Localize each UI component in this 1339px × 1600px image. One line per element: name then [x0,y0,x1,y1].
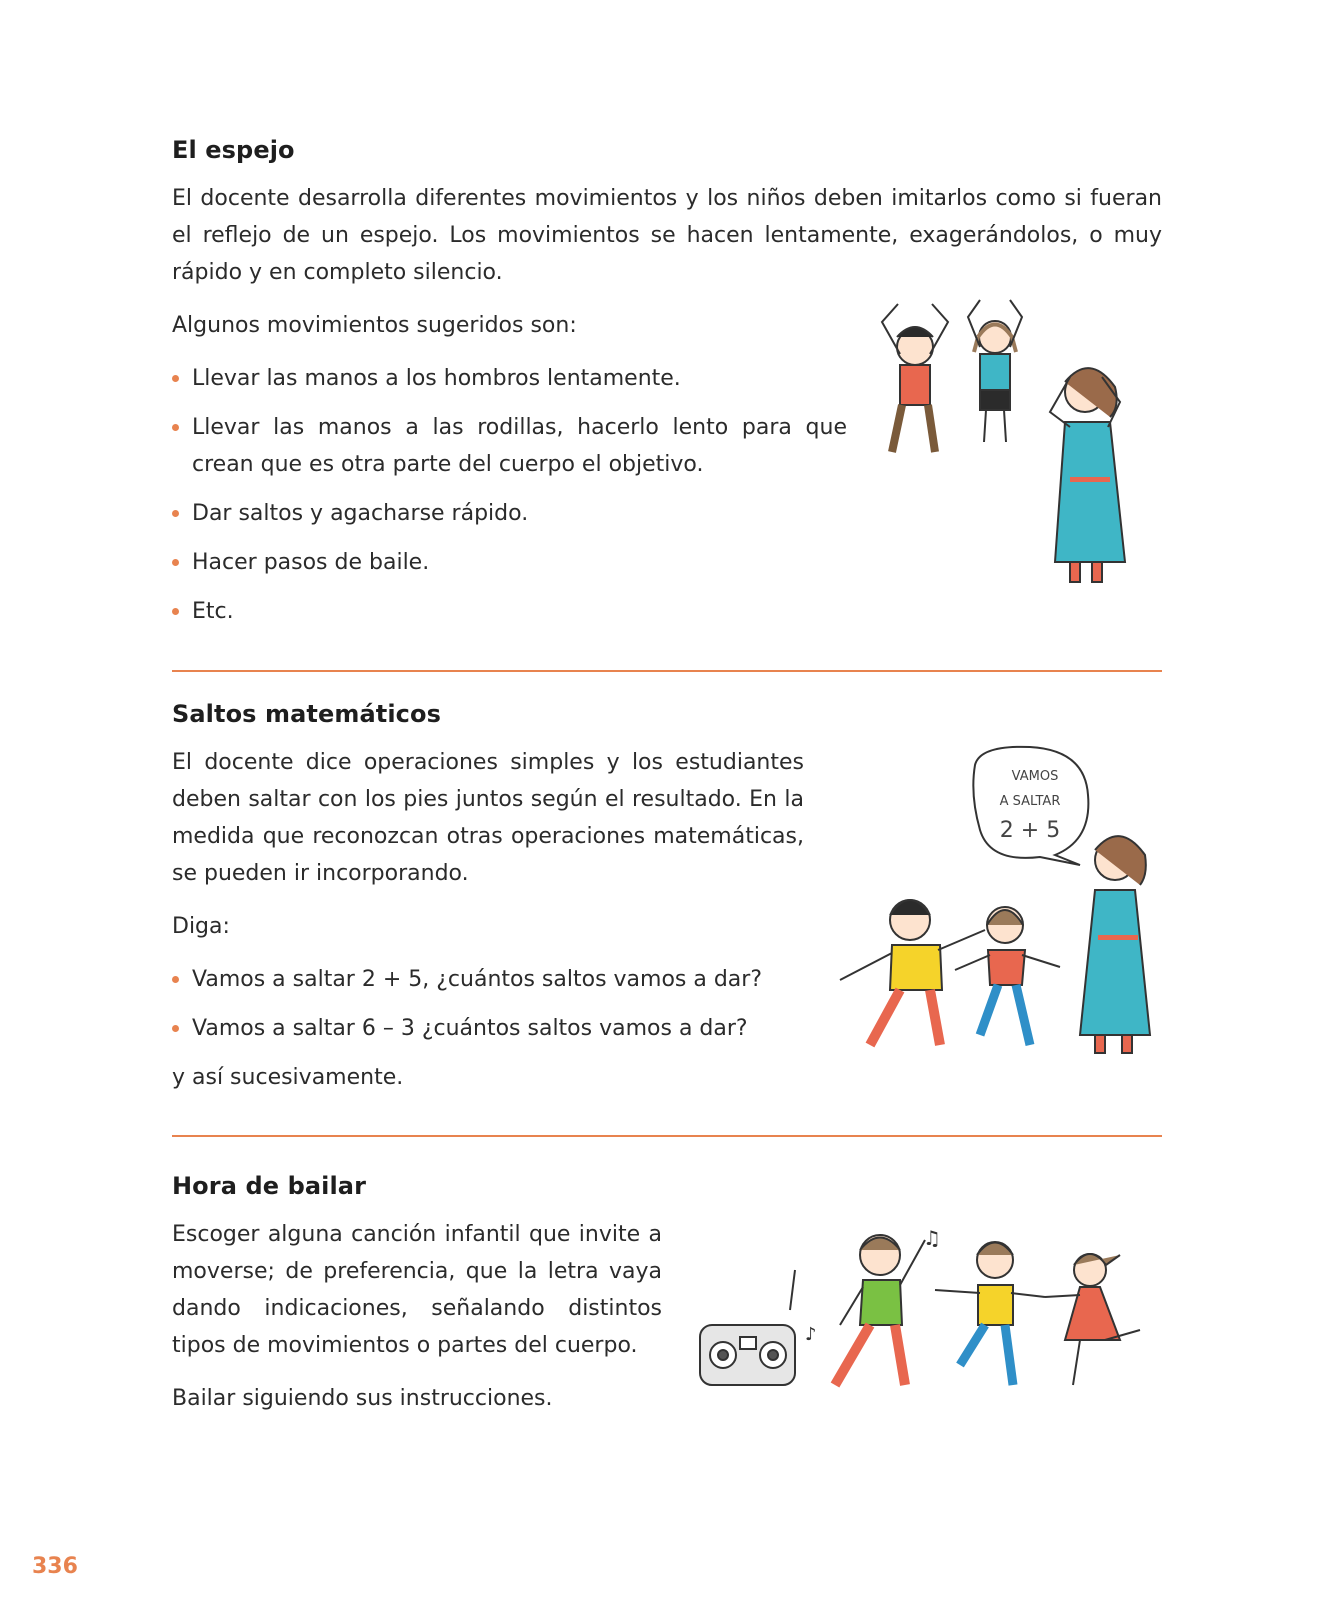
teacher-children-mirror-illustration [870,292,1160,602]
radio-dancing-children-illustration [695,1215,1165,1415]
section-title: Saltos matemáticos [172,700,441,728]
radio-icon [700,1270,795,1385]
list-item: Llevar las manos a los hombros lentamente. [172,360,847,397]
svg-text:♪: ♪ [805,1324,817,1345]
bullet-icon [172,375,179,382]
list-item: Dar saltos y agacharse rápido. [172,495,847,532]
bullet-icon [172,510,179,517]
list-item: Llevar las manos a las rodillas, hacerlo lento para que crean que es otra parte del cuerpo el objetivo. [172,409,847,483]
section-lead: Diga: [172,914,230,939]
page-number: 336 [32,1554,78,1579]
movement-list [172,360,847,630]
bubble-line-3: 2 + 5 [999,818,1061,843]
bubble-line-1: VAMOS [1011,769,1059,784]
section-intro: El docente dice operaciones simples y los estudiantes deben saltar con los pies juntos según el resultado. En la medida que reconozcan otras operaciones matemáticas, se pueden ir incorporando. [172,750,804,886]
list-item: Vamos a saltar 2 + 5, ¿cuántos saltos vamos a dar? [172,961,812,998]
bullet-icon [172,608,179,615]
list-item: Etc. [172,593,847,630]
section-title: El espejo [172,136,295,164]
section-title: Hora de bailar [172,1172,367,1200]
section-divider [172,1135,1162,1137]
bubble-line-2: A SALTAR [999,794,1061,809]
list-item: Vamos a saltar 6 – 3 ¿cuántos saltos vamos a dar? [172,1010,812,1047]
section-intro: Escoger alguna canción infantil que invite a moverse; de preferencia, que la letra vaya dando indicaciones, señalando distintos tipos de movimientos o partes del cuerpo. [172,1222,662,1358]
operation-list [172,961,812,1047]
section-lead: Algunos movimientos sugeridos son: [172,313,577,338]
bullet-icon [172,1025,179,1032]
speech-bubble [973,747,1088,865]
section-intro: El docente desarrolla diferentes movimientos y los niños deben imitarlos como si fueran el reflejo de un espejo. Los movimientos se hacen lentamente, exagerándolos, o muy rápido y en completo silencio. [172,186,1162,285]
bullet-icon [172,424,179,431]
teacher-jumping-children-illustration [830,745,1160,1075]
list-item: Hacer pasos de baile. [172,544,847,581]
svg-text:♫: ♫ [923,1226,941,1250]
section-outro: y así sucesivamente. [172,1065,404,1090]
section-divider [172,670,1162,672]
section-outro: Bailar siguiendo sus instrucciones. [172,1386,553,1411]
bullet-icon [172,559,179,566]
bullet-icon [172,976,179,983]
